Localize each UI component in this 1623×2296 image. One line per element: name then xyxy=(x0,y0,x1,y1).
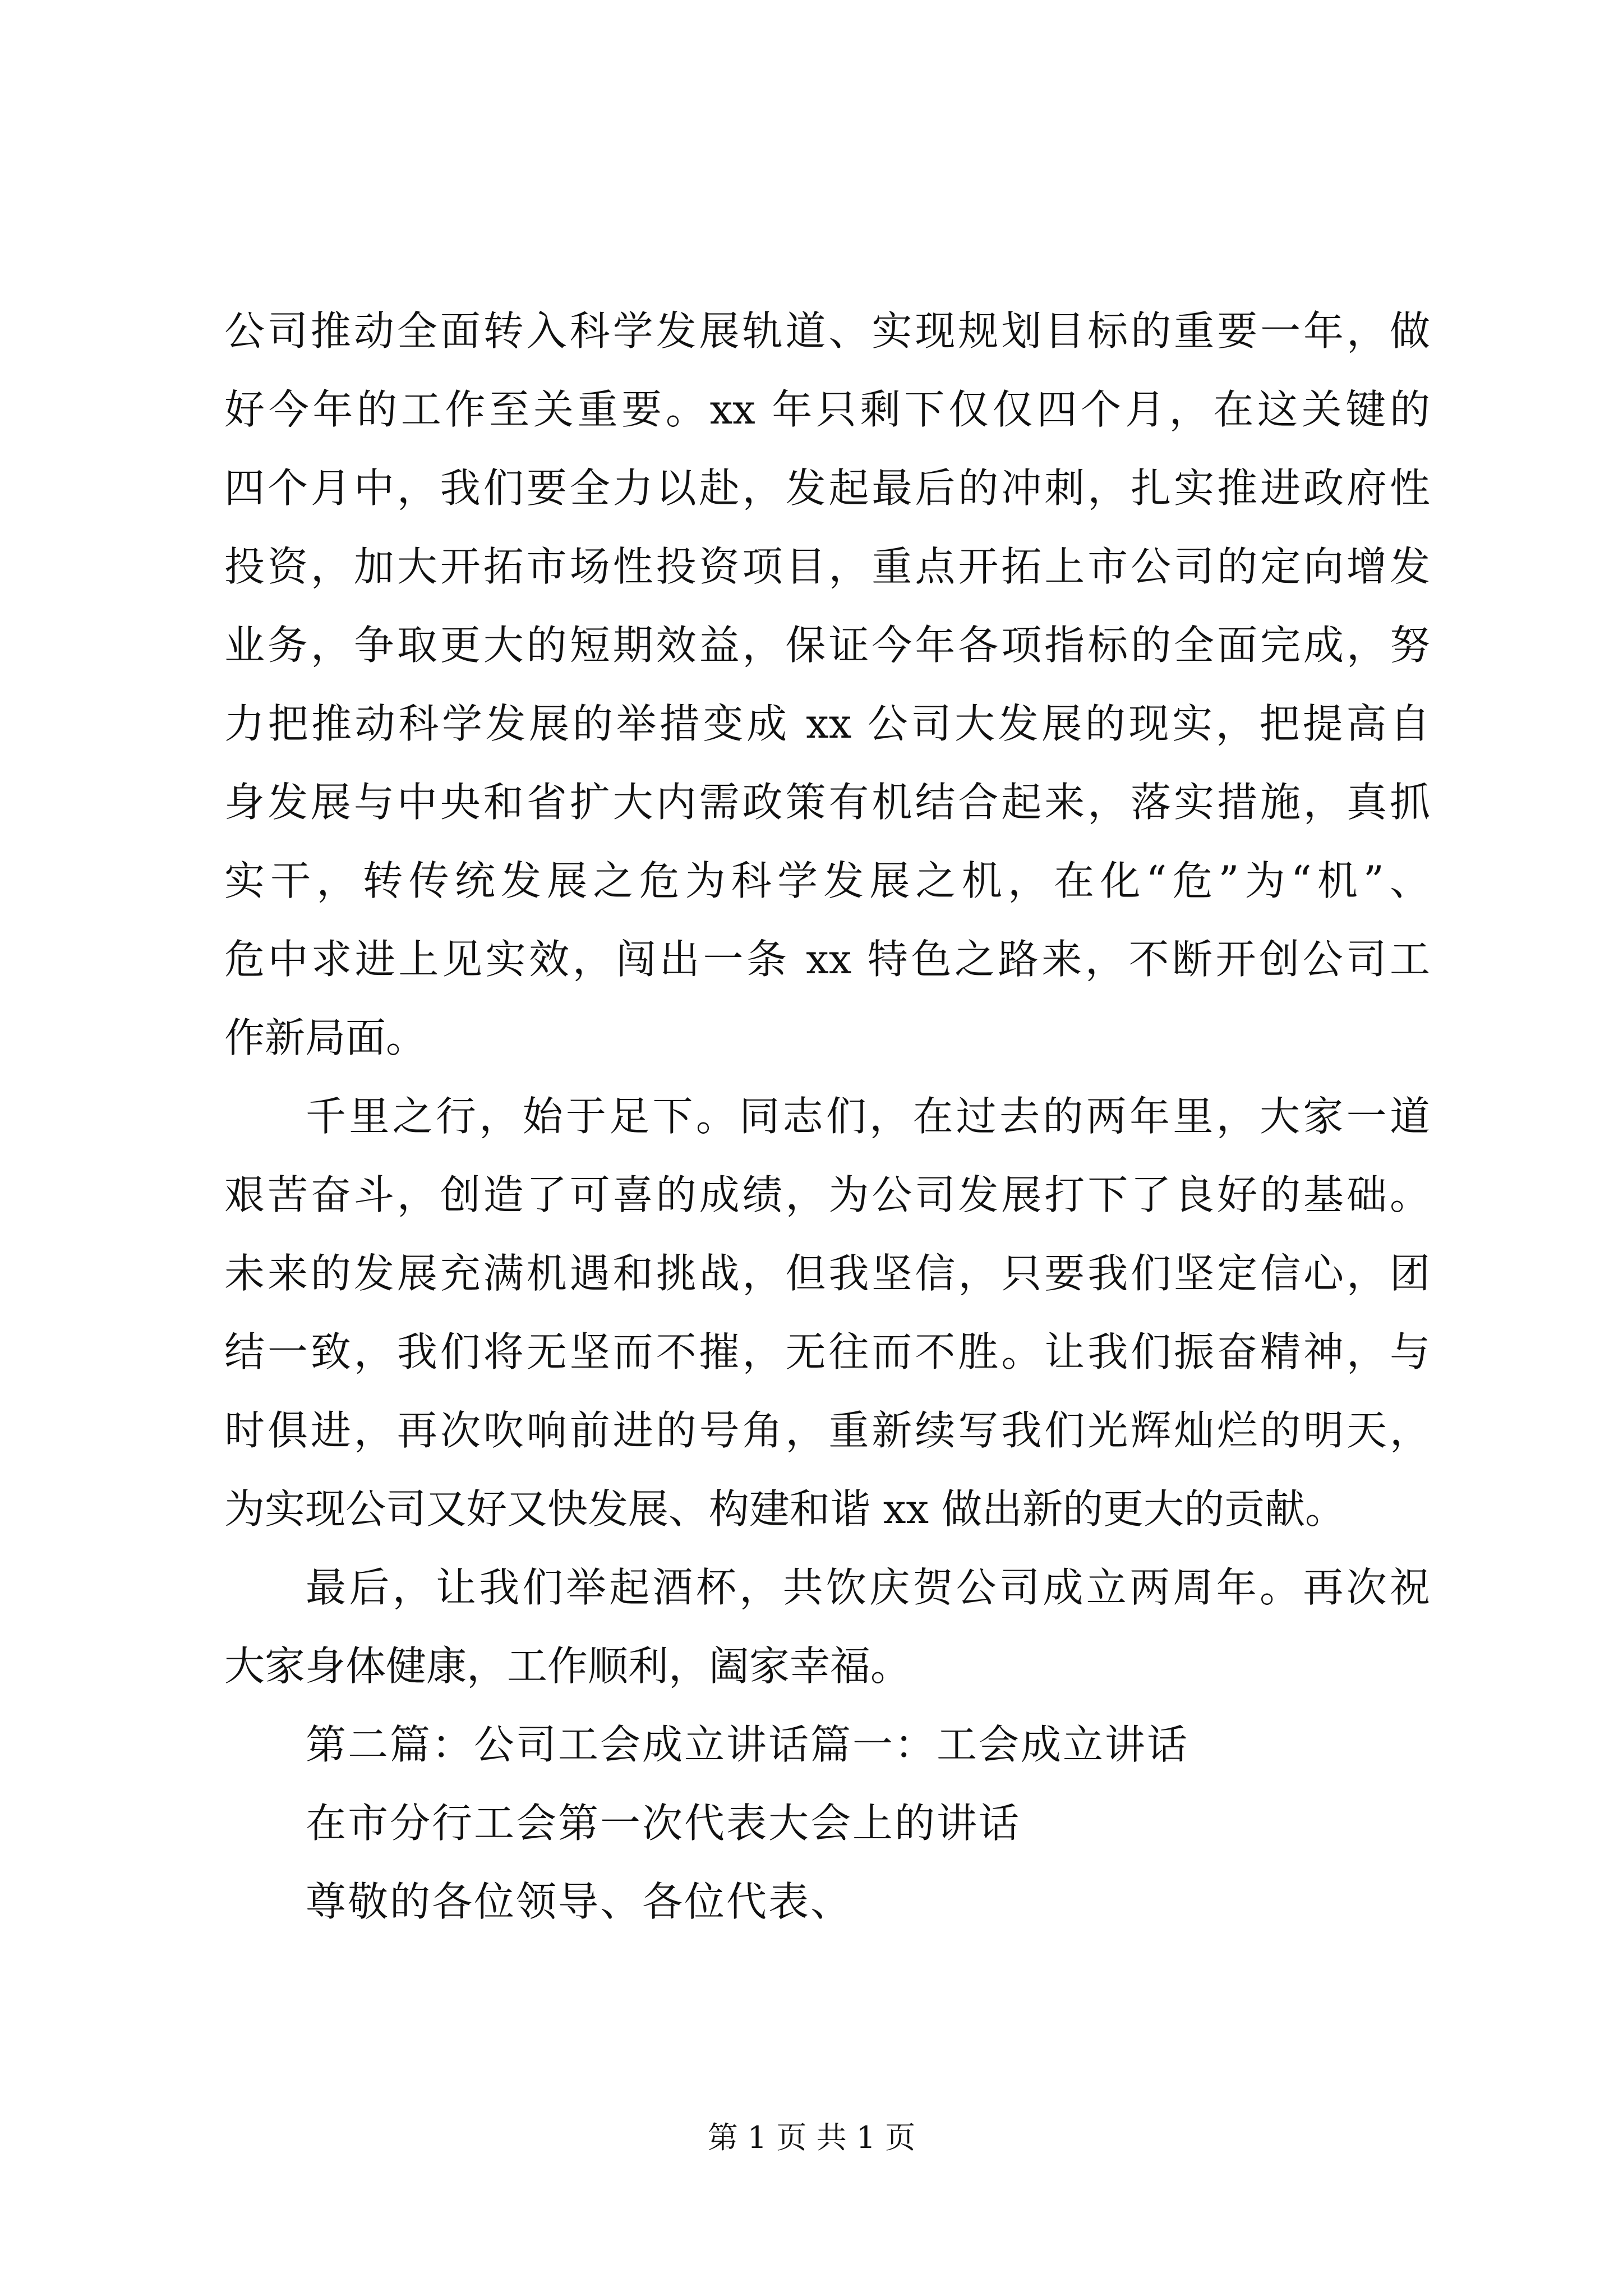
paragraph-line: 投资，加大开拓市场性投资项目，重点开拓上市公司的定向增发 xyxy=(224,543,1430,590)
section-heading: 第二篇：公司工会成立讲话篇一：工会成立讲话 xyxy=(306,1721,1189,1768)
paragraph-line: 作新局面。 xyxy=(224,1014,427,1061)
paragraph-line: 业务，争取更大的短期效益，保证今年各项指标的全面完成，努 xyxy=(224,622,1430,669)
paragraph-line: 为实现公司又好又快发展、构建和谐 xx 做出新的更大的贡献。 xyxy=(224,1485,1345,1533)
paragraph-line: 艰苦奋斗，创造了可喜的成绩，为公司发展打下了良好的基础。 xyxy=(224,1171,1430,1218)
paragraph-line: 时俱进，再次吹响前进的号角，重新续写我们光辉灿烂的明天， xyxy=(224,1407,1430,1454)
paragraph-line: 未来的发展充满机遇和挑战，但我坚信，只要我们坚定信心，团 xyxy=(224,1250,1430,1297)
paragraph-line: 身发展与中央和省扩大内需政策有机结合起来，落实措施，真抓 xyxy=(224,779,1430,826)
paragraph-line: 公司推动全面转入科学发展轨道、实现规划目标的重要一年，做 xyxy=(224,307,1430,355)
paragraph-line: 千里之行，始于足下。同志们，在过去的两年里，大家一道 xyxy=(306,1093,1430,1140)
paragraph-line: 好今年的工作至关重要。xx 年只剩下仅仅四个月，在这关键的 xyxy=(224,386,1430,433)
paragraph-line: 最后，让我们举起酒杯，共饮庆贺公司成立两周年。再次祝 xyxy=(306,1564,1430,1611)
paragraph-line: 大家身体健康，工作顺利，阖家幸福。 xyxy=(224,1642,911,1690)
paragraph-line: 四个月中，我们要全力以赴，发起最后的冲刺，扎实推进政府性 xyxy=(224,464,1430,512)
page-footer: 第 1 页 共 1 页 xyxy=(707,2120,916,2155)
speech-title: 在市分行工会第一次代表大会上的讲话 xyxy=(306,1800,1021,1847)
paragraph-line: 结一致，我们将无坚而不摧，无往而不胜。让我们振奋精神，与 xyxy=(224,1328,1430,1375)
document-body xyxy=(224,292,1430,1941)
salutation: 尊敬的各位领导、各位代表、 xyxy=(306,1878,853,1925)
paragraph-line: 力把推动科学发展的举措变成 xx 公司大发展的现实，把提高自 xyxy=(224,700,1430,747)
paragraph-line: 实干，转传统发展之危为科学发展之机，在化“危”为“机”、 xyxy=(224,857,1430,904)
paragraph-line: 危中求进上见实效，闯出一条 xx 特色之路来，不断开创公司工 xyxy=(224,936,1430,983)
